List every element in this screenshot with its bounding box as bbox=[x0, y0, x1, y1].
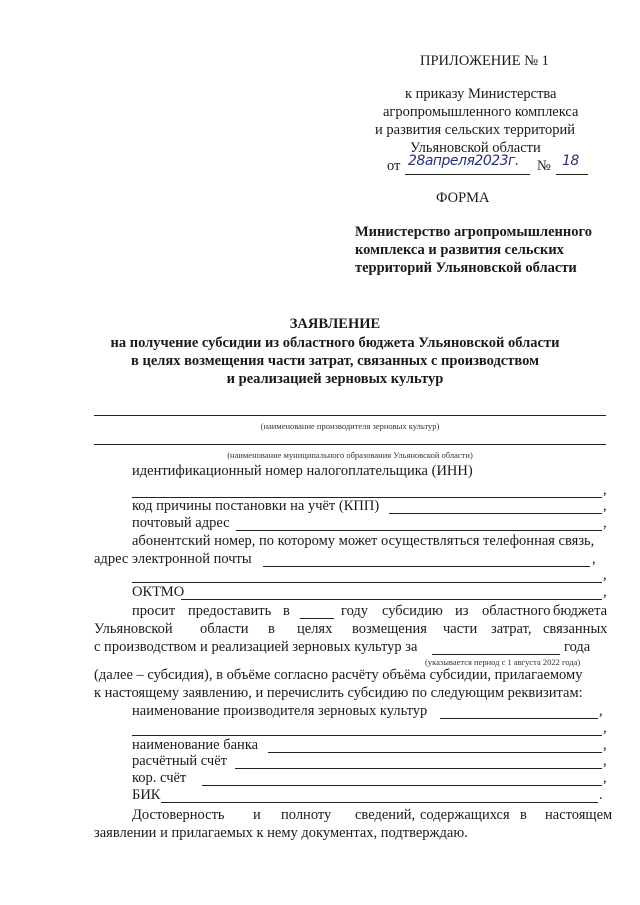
line5-text: к настоящему заявлению, и перечислить субсидию по следующим реквизитам: bbox=[94, 685, 583, 701]
document-subtitle-1: на получение субсидии из областного бюджета Ульяновской области bbox=[110, 335, 560, 351]
form-label: ФОРМА bbox=[436, 190, 490, 206]
request-word: году bbox=[341, 603, 369, 619]
confirm-word: в bbox=[520, 807, 527, 823]
request-word: бюджета bbox=[553, 603, 608, 619]
inn-label: идентификационный номер налогоплательщика (ИНН) bbox=[132, 463, 473, 479]
account-line[interactable] bbox=[235, 768, 602, 769]
comma: , bbox=[603, 720, 607, 736]
corr-account-line[interactable] bbox=[202, 785, 602, 786]
handwritten-number: 18 bbox=[562, 153, 579, 169]
producer-name-label: наименование производителя зерновых культур bbox=[132, 703, 428, 719]
contact-extra-line[interactable] bbox=[132, 582, 602, 583]
request-word: субсидию bbox=[382, 603, 443, 619]
date-underline bbox=[405, 174, 530, 175]
producer-line[interactable] bbox=[94, 415, 606, 416]
date-prefix: от bbox=[387, 158, 401, 174]
municipality-caption: (наименование муниципального образования Ульяновской области) bbox=[227, 450, 473, 460]
period-mark: . bbox=[599, 787, 603, 803]
year-line[interactable] bbox=[300, 618, 334, 619]
addressee-line-1: Министерство агропромышленного bbox=[355, 224, 592, 240]
appendix-line-2: агропромышленного комплекса bbox=[383, 104, 579, 120]
bank-name-line[interactable] bbox=[268, 752, 602, 753]
comma: , bbox=[603, 737, 607, 753]
confirm-word: настоящем bbox=[545, 807, 613, 823]
document-subtitle-2: в целях возмещения части затрат, связанных с производством bbox=[131, 353, 539, 369]
number-prefix: № bbox=[537, 158, 551, 174]
comma: , bbox=[603, 498, 607, 514]
appendix-title: ПРИЛОЖЕНИЕ № 1 bbox=[420, 53, 549, 69]
municipality-line[interactable] bbox=[94, 444, 606, 445]
confirm-line-2: заявлении и прилагаемых к нему документах, подтверждаю. bbox=[94, 825, 468, 841]
bik-label: БИК bbox=[132, 787, 161, 803]
oktmo-line[interactable] bbox=[181, 599, 602, 600]
line4-text: (далее – субсидия), в объёме согласно расчёту объёма субсидии, прилагаемому bbox=[94, 667, 583, 683]
phone-label: абонентский номер, по которому может осуществляться телефонная связь, bbox=[132, 533, 595, 549]
comma: , bbox=[603, 515, 607, 531]
confirm-word: Достоверность bbox=[132, 807, 225, 823]
line2-word: целях bbox=[297, 621, 333, 637]
comma: , bbox=[599, 703, 603, 719]
account-label: расчётный счёт bbox=[132, 753, 227, 769]
confirm-word: сведений, bbox=[355, 807, 416, 823]
document-title: ЗАЯВЛЕНИЕ bbox=[289, 316, 381, 332]
line2-word: возмещения bbox=[352, 621, 427, 637]
producer-name-line[interactable] bbox=[440, 718, 598, 719]
bank-name-label: наименование банка bbox=[132, 737, 259, 753]
line3-text: с производством и реализацией зерновых культур за bbox=[94, 639, 418, 655]
period-line[interactable] bbox=[432, 654, 560, 655]
kpp-line[interactable] bbox=[389, 513, 602, 514]
comma: , bbox=[603, 482, 607, 498]
addressee-line-3: территорий Ульяновской области bbox=[355, 260, 577, 276]
request-word: просит bbox=[132, 603, 176, 619]
request-word: в bbox=[283, 603, 290, 619]
bik-line[interactable] bbox=[161, 802, 598, 803]
addressee-line-2: комплекса и развития сельских bbox=[355, 242, 564, 258]
line2-word: в bbox=[268, 621, 275, 637]
request-word: предоставить bbox=[188, 603, 272, 619]
line2-word: области bbox=[200, 621, 249, 637]
request-word: из bbox=[455, 603, 469, 619]
confirm-word: полноту bbox=[281, 807, 332, 823]
appendix-line-1: к приказу Министерства bbox=[405, 86, 557, 102]
postal-label: почтовый адрес bbox=[132, 515, 230, 531]
comma: , bbox=[603, 584, 607, 600]
request-word: областного bbox=[482, 603, 551, 619]
handwritten-date: 28апреля2023г. bbox=[408, 153, 519, 169]
number-underline bbox=[556, 174, 588, 175]
line2-word: Ульяновской bbox=[94, 621, 173, 637]
line2-word: затрат, bbox=[491, 621, 532, 637]
kpp-label: код причины постановки на учёт (КПП) bbox=[132, 498, 380, 514]
email-line[interactable] bbox=[263, 566, 590, 567]
appendix-line-3: и развития сельских территорий bbox=[375, 122, 576, 138]
period-caption: (указывается период с 1 августа 2022 года) bbox=[425, 657, 581, 667]
comma: , bbox=[592, 551, 596, 567]
confirm-word: и bbox=[253, 807, 261, 823]
line2-word: части bbox=[443, 621, 478, 637]
line2-word: связанных bbox=[543, 621, 608, 637]
line3-end: года bbox=[564, 639, 591, 655]
document-subtitle-3: и реализацией зерновых культур bbox=[226, 371, 444, 387]
confirm-word: содержащихся bbox=[420, 807, 510, 823]
producer-caption: (наименование производителя зерновых культур) bbox=[260, 421, 440, 431]
email-label: адрес электронной почты bbox=[94, 551, 252, 567]
producer-name-line-2[interactable] bbox=[132, 735, 602, 736]
appendix-line-4: Ульяновской области bbox=[410, 140, 541, 156]
oktmo-label: ОКТМО bbox=[132, 584, 185, 600]
comma: , bbox=[603, 567, 607, 583]
comma: , bbox=[603, 770, 607, 786]
corr-account-label: кор. счёт bbox=[132, 770, 187, 786]
comma: , bbox=[603, 753, 607, 769]
postal-line[interactable] bbox=[236, 530, 602, 531]
